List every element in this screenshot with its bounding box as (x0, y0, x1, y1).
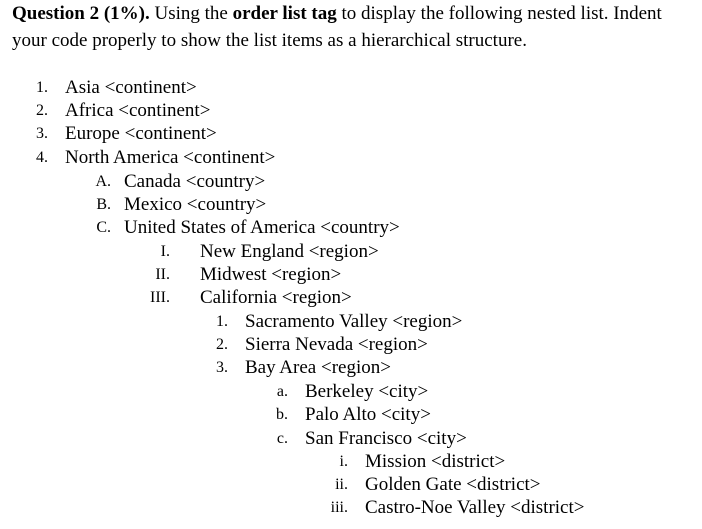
list-marker: 3. (36, 125, 48, 142)
list-item-text: Palo Alto <city> (305, 404, 431, 425)
list-item-text: Golden Gate <district> (365, 474, 541, 495)
list-item-text: New England <region> (200, 241, 379, 262)
list-item-text: United States of America <country> (124, 217, 400, 238)
list-marker: a. (276, 383, 288, 400)
list-marker: i. (339, 453, 348, 470)
list-marker: A. (95, 173, 111, 190)
question-number: Question 2 (1%). (12, 3, 150, 24)
list-marker: III. (150, 289, 170, 306)
list-marker: 3. (216, 359, 228, 376)
list-item-text: Mission <district> (365, 451, 506, 472)
list-marker: C. (96, 219, 111, 236)
question-emphasis: order list tag (232, 3, 337, 24)
list-item-text: Sacramento Valley <region> (245, 311, 463, 332)
list-item-text: Mexico <country> (124, 194, 267, 215)
list-marker: II. (155, 266, 170, 283)
list-item-text: Europe <continent> (65, 123, 217, 144)
list-marker: b. (276, 406, 288, 423)
question-text-b: to display the following nested list. Indent your code properly to show the list items as a hierarchical structure. (12, 3, 662, 51)
list-item-text: Berkeley <city> (305, 381, 429, 402)
list-item-text: Midwest <region> (200, 264, 342, 285)
list-item-text: North America <continent> (65, 147, 276, 168)
list-item-text: San Francisco <city> (305, 428, 467, 449)
list-marker: 1. (216, 313, 228, 330)
list-marker: B. (96, 196, 111, 213)
list-marker: c. (276, 430, 288, 447)
question-paragraph (12, 0, 697, 54)
list-item-text: Canada <country> (124, 171, 266, 192)
list-item-text: Sierra Nevada <region> (245, 334, 428, 355)
list-item-text: Bay Area <region> (245, 357, 391, 378)
list-marker: 2. (216, 336, 228, 353)
list-marker: 1. (36, 79, 48, 96)
list-item-text: Asia <continent> (65, 77, 197, 98)
list-marker: 2. (36, 102, 48, 119)
list-marker: ii. (335, 476, 348, 493)
list-item-text: Castro-Noe Valley <district> (365, 497, 585, 518)
list-item-text: California <region> (200, 287, 352, 308)
question-text-a: Using the (149, 3, 233, 24)
list-marker: 4. (36, 149, 48, 166)
list-marker: iii. (330, 499, 348, 516)
list-item-text: Africa <continent> (65, 100, 211, 121)
list-marker: I. (160, 243, 170, 260)
